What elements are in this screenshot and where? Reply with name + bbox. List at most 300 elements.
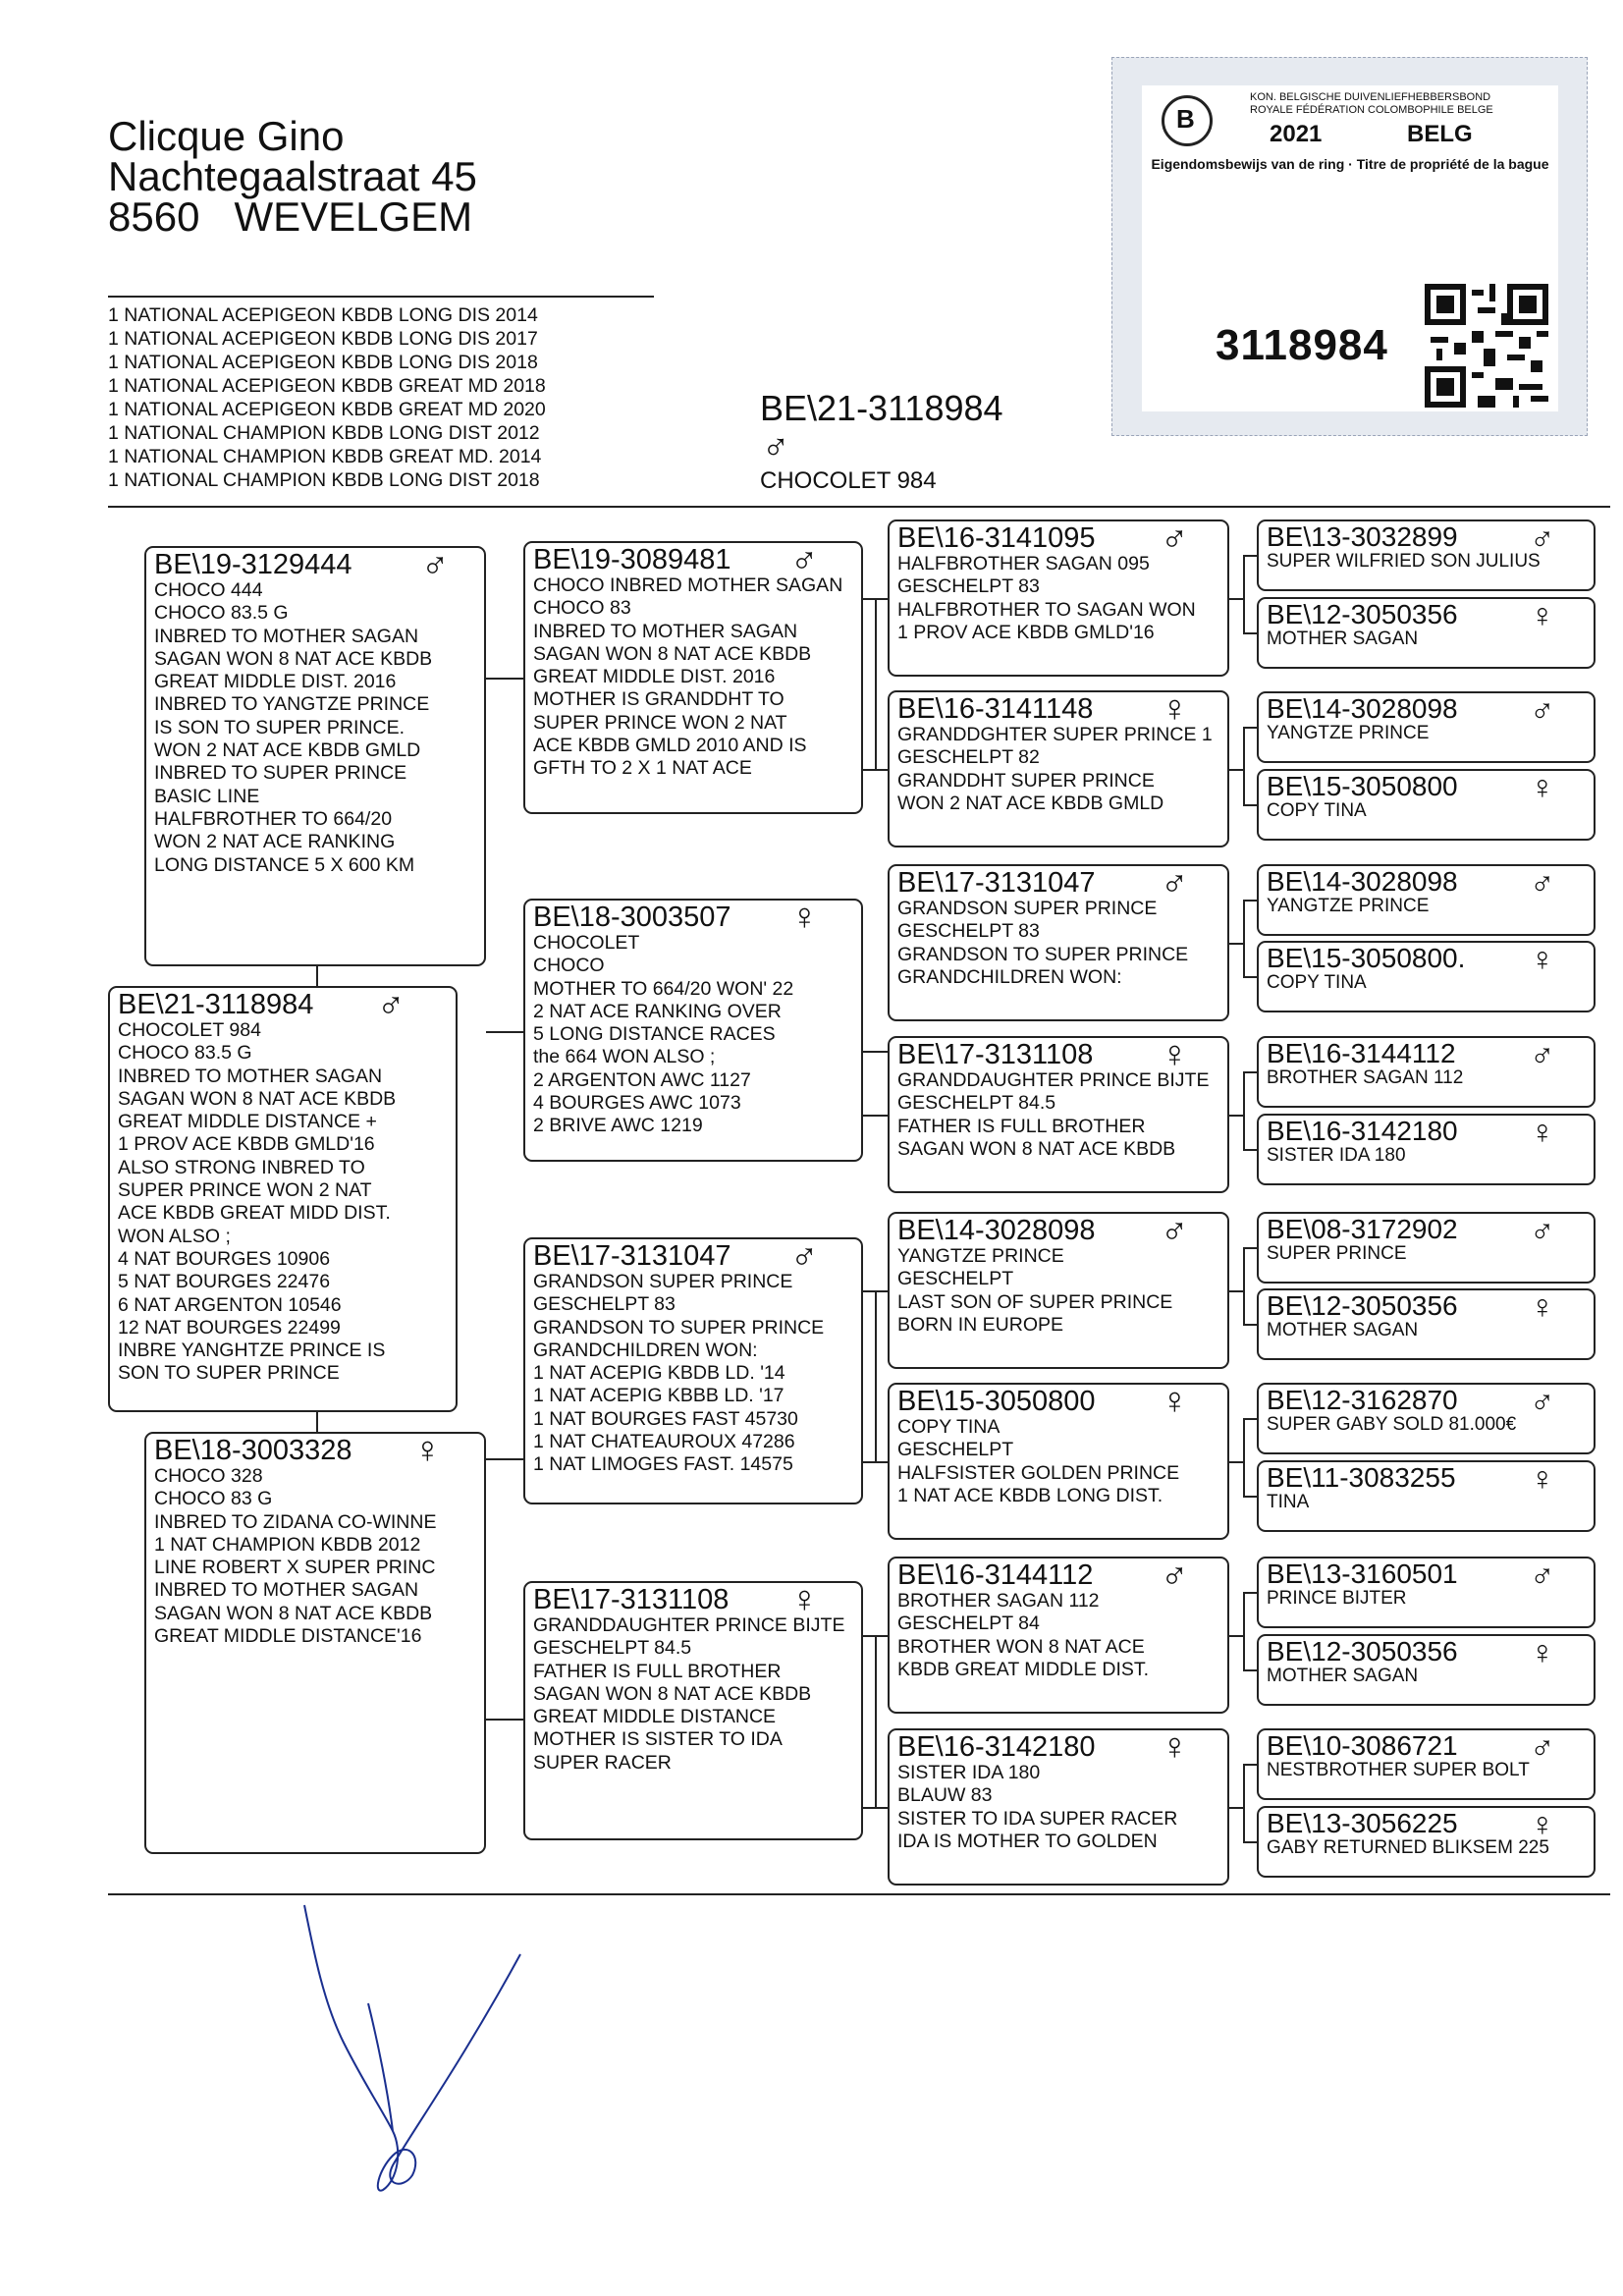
detail-line: GESCHELPT 83 [897,920,1040,943]
detail-line: 1 PROV ACE KBDB GMLD'16 [897,621,1155,643]
stamp-ownership-text: Eigendomsbewijs van de ring · Titre de propriété de la bague [1151,156,1549,172]
female-symbol-icon: ♀ [790,1581,819,1620]
pigeon-details [1267,723,1429,743]
detail-line: GESCHELPT [897,1439,1014,1461]
pigeon-details [1267,1243,1407,1264]
detail-line: CHOCOLET 984 [118,1019,261,1041]
titles-list [108,303,546,492]
male-symbol-icon: ♂ [1530,519,1555,557]
detail-line: CHOCO 83.5 G [118,1042,252,1065]
owner-postcode: 8560 [108,193,200,240]
detail-line: 1 NAT ACEPIG KBDB LD. '14 [533,1362,785,1385]
ring-number: BE\17-3131108 [533,1584,730,1615]
ring-number: BE\12-3050356 [1267,1636,1458,1667]
male-symbol-icon: ♂ [1530,1728,1555,1766]
connector-line [1243,976,1257,978]
pigeon-details [1267,1760,1530,1780]
detail-line: HALFBROTHER SAGAN 095 [897,553,1150,574]
pigeon-details [533,932,793,1138]
female-symbol-icon: ♀ [1530,1114,1555,1151]
detail-line: INBRED TO ZIDANA CO-WINNE [154,1510,437,1533]
female-symbol-icon: ♀ [1161,1036,1189,1075]
detail-line: the 664 WON ALSO ; [533,1046,716,1068]
female-symbol-icon: ♀ [1530,1806,1555,1843]
detail-line: CHOCO 83.5 G [154,602,289,625]
detail-line: 5 LONG DISTANCE RACES [533,1023,776,1046]
ancestor-box [1257,691,1596,763]
detail-line: 2 ARGENTON AWC 1127 [533,1068,751,1091]
connector-line [1243,1149,1257,1151]
detail-line: WON ALSO ; [118,1225,231,1247]
ring-number: BE\16-3142180 [1267,1116,1458,1146]
owner-signature [285,1895,550,2200]
detail-line: INBRE YANGHTZE PRINCE IS [118,1339,386,1362]
detail-line: HALFBROTHER TO 664/20 [154,807,393,830]
stamp-year: 2021 [1270,121,1323,147]
connector-line [1243,1764,1245,1841]
title-line: 1 NATIONAL CHAMPION KBDB LONG DIST 2018 [108,469,540,491]
detail-line: WON 2 NAT ACE KBDB GMLD [154,739,421,762]
female-symbol-icon: ♀ [413,1432,442,1471]
detail-line: SISTER TO IDA SUPER RACER [897,1807,1178,1830]
pigeon-details [897,553,1196,644]
great-grandparent-box [888,864,1229,1021]
ring-number: BE\13-3160501 [1267,1558,1458,1589]
ring-number: BE\12-3162870 [1267,1385,1458,1415]
detail-line: 12 NAT BOURGES 22499 [118,1316,341,1339]
ring-number: BE\08-3172902 [1267,1214,1458,1244]
grandparent-box [523,1237,863,1504]
connector-line [1243,900,1245,976]
pigeon-details [1267,629,1418,649]
detail-line: CHOCO 83 G [154,1488,273,1510]
male-symbol-icon: ♂ [1161,519,1189,559]
ring-number: BE\16-3144112 [897,1559,1094,1591]
great-grandparent-box [888,1557,1229,1714]
pigeon-details [1267,1414,1516,1435]
detail-line: GRANDSON SUPER PRINCE [533,1271,793,1292]
ancestor-box [1257,1557,1596,1628]
detail-line: 1 NAT CHAMPION KBDB 2012 [154,1533,421,1556]
connector-line [486,1458,523,1460]
detail-line: 4 NAT BOURGES 10906 [118,1247,331,1270]
ring-number: BE\21-3118984 [118,989,314,1020]
connector-line [863,1115,888,1117]
stamp-ring-number: 3118984 [1216,321,1388,369]
ancestor-box [1257,941,1596,1012]
ring-number: BE\17-3131108 [897,1039,1094,1070]
detail-line: MOTHER SAGAN [1267,1320,1419,1340]
detail-line: GESCHELPT 84.5 [533,1637,692,1660]
female-symbol-icon: ♀ [790,899,819,938]
male-symbol-icon: ♂ [1161,1212,1189,1251]
detail-line: GRANDSON TO SUPER PRINCE [533,1316,825,1339]
ring-number: BE\11-3083255 [1267,1462,1456,1493]
detail-line: INBRED TO SUPER PRINCE [154,762,407,785]
ancestor-box [1257,769,1596,841]
ring-number: BE\16-3142180 [897,1731,1096,1763]
ancestor-box [1257,1460,1596,1532]
connector-line [1243,727,1257,729]
pigeon-details [1267,1588,1407,1609]
detail-line: SUPER PRINCE WON 2 NAT [118,1179,372,1202]
detail-line: YANGTZE PRINCE [1267,896,1430,916]
female-symbol-icon: ♀ [1161,690,1189,730]
connector-line [1243,1247,1245,1324]
detail-line: CHOCOLET [533,932,640,954]
detail-line: SISTER IDA 180 [897,1762,1041,1783]
ring-number: BE\16-3141095 [897,522,1096,554]
stamp-country: BELG [1407,121,1473,147]
detail-line: INBRED TO MOTHER SAGAN [154,1579,419,1602]
detail-line: SAGAN WON 8 NAT ACE KBDB [533,1682,812,1705]
detail-line: YANGTZE PRINCE [1267,723,1430,743]
detail-line: SAGAN WON 8 NAT ACE KBDB [154,1602,433,1624]
detail-line: BROTHER WON 8 NAT ACE [897,1635,1145,1658]
stamp-header: KON. BELGISCHE DUIVENLIEFHEBBERSBOND ROYALE FÉDÉRATION COLOMBOPHILE BELGE [1250,91,1493,116]
connector-line [1243,1324,1257,1326]
female-symbol-icon: ♀ [1530,1460,1555,1498]
pigeon-details [533,1614,844,1775]
title-line: 1 NATIONAL ACEPIGEON KBDB LONG DIS 2017 [108,328,538,350]
great-grandparent-box [888,519,1229,677]
great-grandparent-box [888,1212,1229,1369]
female-symbol-icon: ♀ [1530,941,1555,978]
detail-line: GREAT MIDDLE DISTANCE [533,1706,777,1728]
detail-line: 6 NAT ARGENTON 10546 [118,1293,342,1316]
pigeon-details [154,579,432,877]
detail-line: INBRED TO YANGTZE PRINCE [154,693,430,716]
detail-line: COPY TINA [1267,972,1367,993]
ancestor-box [1257,519,1596,591]
detail-line: MOTHER TO 664/20 WON' 22 [533,977,794,1000]
detail-line: PRINCE BIJTER [1267,1588,1407,1609]
detail-line: YANGTZE PRINCE [897,1245,1064,1267]
great-grandparent-box [888,1728,1229,1886]
pigeon-details [1267,896,1429,916]
connector-line [1243,1418,1245,1496]
detail-line: GRANDCHILDREN WON: [533,1339,758,1361]
connector-line [1243,1592,1257,1594]
detail-line: CHOCO 83 [533,597,631,620]
pigeon-details [897,724,1213,815]
detail-line: WON 2 NAT ACE KBDB GMLD [897,792,1164,814]
connector-line [1243,1418,1257,1420]
ring-number: BE\10-3086721 [1267,1730,1458,1761]
grandparent-box [523,899,863,1162]
ancestor-box [1257,1114,1596,1185]
detail-line: GREAT MIDDLE DISTANCE + [118,1111,377,1133]
ring-number: BE\15-3050800 [1267,771,1458,801]
connector-line [1243,1247,1257,1249]
title-line: 1 NATIONAL ACEPIGEON KBDB GREAT MD 2018 [108,375,546,397]
ancestor-box [1257,597,1596,669]
pigeon-details [897,1069,1209,1161]
detail-line: GRANDSON SUPER PRINCE [897,898,1158,919]
connector-line [863,1461,888,1463]
detail-line: HALFSISTER GOLDEN PRINCE [897,1461,1180,1484]
center-pigeon-name: CHOCOLET 984 [760,467,937,494]
male-symbol-icon: ♂ [1530,691,1555,729]
male-symbol-icon: ♂ [421,546,450,585]
title-line: 1 NATIONAL CHAMPION KBDB GREAT MD. 2014 [108,446,542,467]
pigeon-details [533,1271,824,1477]
ring-number: BE\12-3050356 [1267,599,1458,629]
detail-line: LINE ROBERT X SUPER PRINC [154,1557,436,1579]
pigeon-details [1267,972,1367,993]
ancestor-box [1257,864,1596,936]
detail-line: CHOCO 444 [154,579,263,601]
detail-line: GESCHELPT 84 [897,1613,1040,1635]
ring-number: BE\14-3028098 [1267,693,1458,724]
detail-line: SUPER PRINCE WON 2 NAT [533,711,787,734]
connector-line [1243,1592,1245,1669]
ancestor-box [1257,1806,1596,1878]
detail-line: 2 NAT ACE RANKING OVER [533,1000,782,1022]
owner-city-line [108,193,477,240]
detail-line: GREAT MIDDLE DIST. 2016 [154,671,397,693]
detail-line: WON 2 NAT ACE RANKING [154,831,396,853]
connector-line [1243,1764,1257,1766]
subject-box [108,986,458,1412]
detail-line: HALFBROTHER TO SAGAN WON [897,598,1196,621]
detail-line: GRANDDAUGHTER PRINCE BIJTE [897,1069,1210,1091]
pigeon-details [1267,1666,1418,1686]
owner-street: Nachtegaalstraat 45 [108,153,477,199]
detail-line: GFTH TO 2 X 1 NAT ACE [533,757,752,780]
connector-line [486,1719,523,1721]
pigeon-details [897,1762,1177,1853]
detail-line: 1 NAT ACE KBDB LONG DIST. [897,1484,1163,1506]
detail-line: GABY RETURNED BLIKSEM 225 [1267,1837,1549,1858]
ring-number: BE\14-3028098 [897,1215,1096,1246]
connector-line [1243,555,1257,557]
connector-line [863,769,888,771]
connector-line [316,966,318,986]
connector-line [1243,727,1245,804]
ancestor-box [1257,1634,1596,1706]
detail-line: COPY TINA [897,1416,1001,1438]
ring-number: BE\12-3050356 [1267,1290,1458,1321]
detail-line: BASIC LINE [154,785,260,807]
detail-line: ACE KBDB GMLD 2010 AND IS [533,735,807,757]
detail-line: FATHER IS FULL BROTHER [533,1660,782,1682]
detail-line: SAGAN WON 8 NAT ACE KBDB [897,1137,1176,1160]
detail-line: BROTHER SAGAN 112 [1267,1067,1464,1088]
connector-line [875,598,877,769]
owner-city: WEVELGEM [234,193,473,240]
ancestor-box [1257,1383,1596,1454]
detail-line: SISTER IDA 180 [1267,1145,1406,1166]
detail-line: NESTBROTHER SUPER BOLT [1267,1760,1530,1780]
connector-line [1243,1669,1257,1671]
detail-line: GRANDDHT SUPER PRINCE [897,769,1155,792]
detail-line: BORN IN EUROPE [897,1313,1064,1336]
detail-line: TINA [1267,1492,1310,1512]
title-line: 1 NATIONAL ACEPIGEON KBDB LONG DIS 2014 [108,304,538,326]
pigeon-details [897,1245,1172,1337]
ring-number: BE\15-3050800 [897,1386,1096,1417]
dam-box [144,1432,486,1854]
male-symbol-icon: ♂ [762,427,790,468]
titles-divider [108,296,654,298]
female-symbol-icon: ♀ [1530,769,1555,806]
detail-line: 2 BRIVE AWC 1219 [533,1115,703,1137]
detail-line: INBRED TO MOTHER SAGAN [154,625,419,647]
female-symbol-icon: ♀ [1530,597,1555,634]
detail-line: SAGAN WON 8 NAT ACE KBDB [154,647,433,670]
title-line: 1 NATIONAL ACEPIGEON KBDB GREAT MD 2020 [108,399,546,420]
detail-line: SUPER PRINCE [1267,1243,1407,1264]
detail-line: GREAT MIDDLE DISTANCE'16 [154,1625,422,1648]
male-symbol-icon: ♂ [1530,1383,1555,1420]
male-symbol-icon: ♂ [1161,1557,1189,1596]
male-symbol-icon: ♂ [1530,1036,1555,1073]
connector-line [486,1031,523,1033]
pigeon-details [154,1465,436,1648]
male-symbol-icon: ♂ [790,1237,819,1277]
detail-line: SUPER RACER [533,1751,672,1774]
detail-line: BROTHER SAGAN 112 [897,1590,1100,1612]
detail-line: SON TO SUPER PRINCE [118,1362,340,1385]
pigeon-details [1267,1320,1418,1340]
detail-line: IS SON TO SUPER PRINCE. [154,716,406,738]
connector-line [1243,900,1257,902]
ancestor-box [1257,1212,1596,1284]
connector-line [1243,1071,1257,1073]
pigeon-details [1267,1067,1463,1088]
owner-name: Clicque Gino [108,113,345,159]
grandparent-box [523,1581,863,1840]
female-symbol-icon: ♀ [1530,1634,1555,1671]
connector-line [1243,555,1245,632]
detail-line: GREAT MIDDLE DIST. 2016 [533,666,776,688]
detail-line: GRANDCHILDREN WON: [897,965,1122,988]
detail-line: SUPER GABY SOLD 81.000€ [1267,1414,1517,1435]
ring-number: BE\17-3131047 [897,867,1096,899]
connector-line [1243,632,1257,634]
ring-number: BE\17-3131047 [533,1240,731,1272]
title-line: 1 NATIONAL ACEPIGEON KBDB LONG DIS 2018 [108,352,538,373]
pigeon-details [897,898,1188,989]
ring-number: BE\18-3003328 [154,1435,352,1466]
detail-line: LAST SON OF SUPER PRINCE [897,1290,1173,1313]
detail-line: CHOCO 328 [154,1465,263,1487]
detail-line: COPY TINA [1267,800,1367,821]
detail-line: CHOCO [533,955,605,977]
ring-number: BE\18-3003507 [533,902,731,933]
detail-line: 1 NAT LIMOGES FAST. 14575 [533,1453,793,1476]
detail-line: 4 BOURGES AWC 1073 [533,1092,741,1115]
male-symbol-icon: ♂ [1530,1212,1555,1249]
detail-line: MOTHER IS SISTER TO IDA [533,1728,783,1751]
pigeon-details [897,1416,1179,1507]
ancestor-box [1257,1728,1596,1800]
detail-line: INBRED TO MOTHER SAGAN [118,1065,383,1087]
detail-line: BLAUW 83 [897,1784,993,1807]
male-symbol-icon: ♂ [377,986,406,1025]
detail-line: INBRED TO MOTHER SAGAN [533,620,798,642]
detail-line: SAGAN WON 8 NAT ACE KBDB [533,642,812,665]
pigeon-details [118,1019,396,1386]
ring-number: BE\15-3050800. [1267,943,1466,973]
detail-line: IDA IS MOTHER TO GOLDEN [897,1830,1158,1852]
detail-line: GESCHELPT 84.5 [897,1092,1056,1115]
detail-line: GESCHELPT 83 [533,1293,676,1316]
detail-line: ALSO STRONG INBRED TO [118,1156,365,1178]
pigeon-details [1267,551,1541,572]
detail-line: GRANDSON TO SUPER PRINCE [897,943,1189,965]
ancestor-box [1257,1288,1596,1360]
header-divider [108,506,1610,508]
ring-number: BE\13-3056225 [1267,1808,1458,1838]
male-symbol-icon: ♂ [1530,1557,1555,1594]
ring-number: BE\13-3032899 [1267,521,1458,552]
detail-line: GRANDDGHTER SUPER PRINCE 1 [897,724,1213,745]
great-grandparent-box [888,1383,1229,1540]
owner-address [108,113,477,240]
pigeon-details [1267,1492,1309,1512]
connector-line [1243,1071,1245,1149]
sire-box [144,546,486,966]
connector-line [875,1290,877,1461]
great-grandparent-box [888,1036,1229,1193]
detail-line: ACE KBDB GREAT MIDD DIST. [118,1202,391,1225]
detail-line: SAGAN WON 8 NAT ACE KBDB [118,1087,397,1110]
pigeon-details [533,574,842,781]
detail-line: 1 NAT ACEPIG KBBB LD. '17 [533,1385,784,1407]
detail-line: KBDB GREAT MIDDLE DIST. [897,1658,1150,1680]
detail-line: GESCHELPT 83 [897,575,1040,598]
connector-line [1243,1496,1257,1498]
connector-line [875,1635,877,1807]
male-symbol-icon: ♂ [1530,864,1555,902]
male-symbol-icon: ♂ [1161,864,1189,903]
connector-line [863,1051,888,1053]
pigeon-details [1267,1837,1549,1858]
detail-line: 5 NAT BOURGES 22476 [118,1271,331,1293]
connector-line [863,1807,888,1809]
detail-line: GESCHELPT [897,1268,1014,1290]
pigeon-details [897,1590,1149,1681]
ring-number: BE\19-3129444 [154,549,352,580]
detail-line: 1 NAT BOURGES FAST 45730 [533,1407,798,1430]
ancestor-box [1257,1036,1596,1108]
great-grandparent-box [888,690,1229,847]
ring-number: BE\16-3141148 [897,693,1094,725]
female-symbol-icon: ♀ [1161,1383,1189,1422]
detail-line: 1 PROV ACE KBDB GMLD'16 [118,1133,375,1156]
pigeon-details [1267,1145,1406,1166]
center-ring-number: BE\21-3118984 [760,388,1003,428]
connector-line [1243,1841,1257,1843]
detail-line: MOTHER SAGAN [1267,1666,1419,1686]
connector-line [316,1412,318,1432]
male-symbol-icon: ♂ [790,541,819,580]
grandparent-box [523,541,863,814]
connector-line [1243,804,1257,806]
ring-number: BE\19-3089481 [533,544,731,575]
kbdb-logo: B [1162,95,1213,146]
detail-line: SUPER WILFRIED SON JULIUS [1267,551,1541,572]
ring-number: BE\14-3028098 [1267,866,1458,897]
title-line: 1 NATIONAL CHAMPION KBDB LONG DIST 2012 [108,422,540,444]
detail-line: GESCHELPT 82 [897,746,1040,769]
ring-number: BE\16-3144112 [1267,1038,1456,1068]
pigeon-details [1267,800,1367,821]
ring-certificate [1111,57,1588,436]
qr-code-icon [1425,284,1548,408]
